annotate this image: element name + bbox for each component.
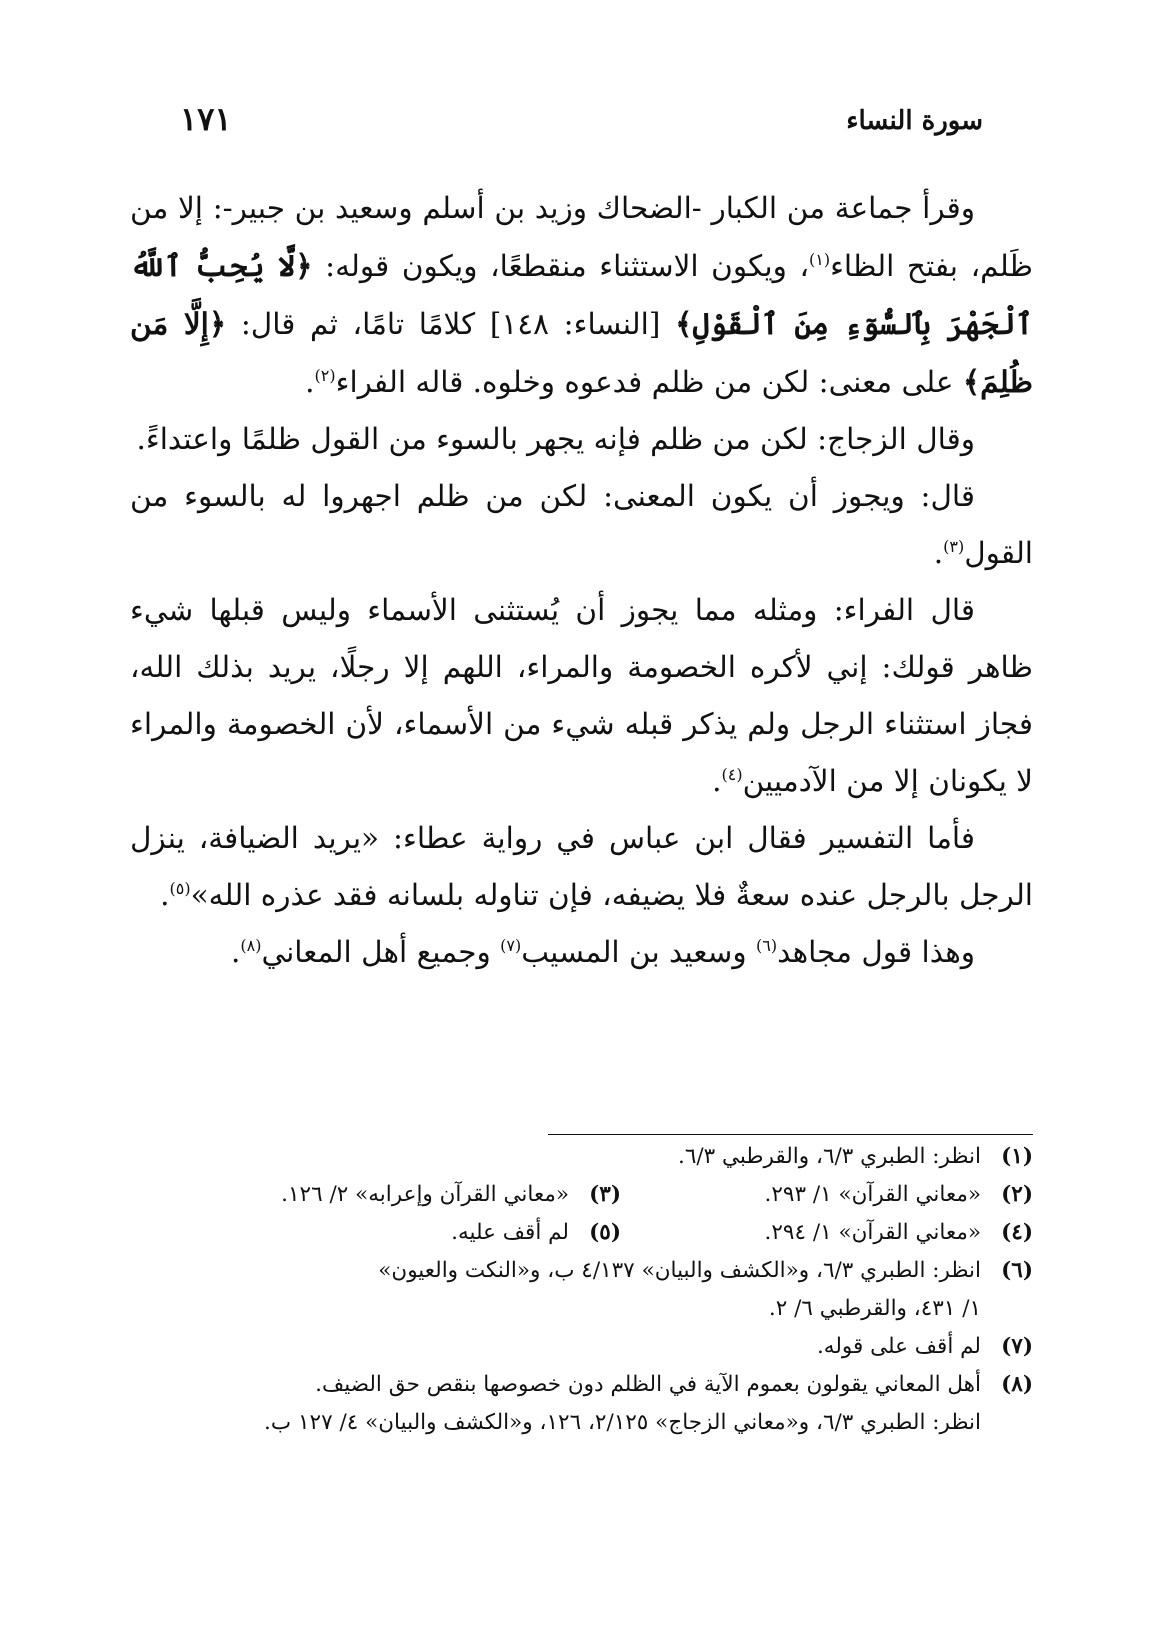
paragraph-6 xyxy=(130,924,1033,981)
footnote-2-3 xyxy=(130,1176,1033,1214)
footnote-pair xyxy=(130,1214,981,1252)
text-run: وهذا قول مجاهد xyxy=(777,935,975,969)
footnote-ref-6[interactable]: (٦) xyxy=(756,936,778,956)
footnote-text: لم أقف عليه. xyxy=(451,1220,569,1245)
footnote-text: انظر: الطبري ٦/٣، و«الكشف والبيان» ٤/١٣٧ ب، و«النكت والعيون» xyxy=(378,1258,981,1283)
text-run: وسعيد بن المسيب xyxy=(521,935,757,969)
paragraph-4 xyxy=(130,582,1033,810)
footnote-ref-8[interactable]: (٨) xyxy=(240,936,262,956)
footnote-number: (٢) xyxy=(1001,1182,1033,1207)
footnote-ref-2[interactable]: (٢) xyxy=(314,366,336,386)
footnote-ref-5[interactable]: (٥) xyxy=(169,879,191,899)
main-text xyxy=(130,180,1033,981)
footnote-text: انظر: الطبري ٦/٣، والقرطبي ٦/٣. xyxy=(677,1144,981,1169)
footnote-6-continued: ١/ ٤٣١، والقرطبي ٦/ ٢. xyxy=(768,1296,981,1321)
footnote-7 xyxy=(130,1328,1033,1366)
text-run: ، ويكون الاستثناء منقطعًا، ويكون قوله: xyxy=(312,249,809,283)
footnote-6 xyxy=(130,1252,1033,1290)
text-run: فأما التفسير فقال ابن عباس في رواية عطاء: «يريد الضيافة، ينزل الرجل بالرجل عنده سعةٌ فلا يضيفه، فإن تناوله بلسانه فقد عذره الله» xyxy=(130,821,1033,912)
footnote-number: (٨) xyxy=(1001,1372,1033,1397)
text-run: . xyxy=(305,365,315,399)
footnote-ref-1[interactable]: (١) xyxy=(808,250,831,270)
quran-verse: ﴿لَّا يُحِبُّ ٱللَّهُ ٱلْجَهْرَ بِٱلسُّوٓءِ مِنَ ٱلْقَوْلِ﴾ xyxy=(130,248,1033,341)
footnote-text: «معاني القرآن» ١/ ٢٩٤. xyxy=(764,1220,981,1245)
quran-verse: ﴿إِلَّا مَن ظُلِمَ﴾ xyxy=(130,306,1033,399)
paragraph-1 xyxy=(130,180,1033,411)
footnote-number: (٦) xyxy=(1001,1258,1033,1283)
footnote-number: (٧) xyxy=(1001,1334,1033,1359)
footnote-text: «معاني القرآن وإعرابه» ٢/ ١٢٦. xyxy=(281,1182,569,1207)
footnote-text: أهل المعاني يقولون بعموم الآية في الظلم دون خصوصها بنقص حق الضيف. xyxy=(315,1372,981,1397)
footnote-number: (٤) xyxy=(1001,1220,1033,1245)
footnote-separator xyxy=(548,1134,1033,1135)
footnote-number: (١) xyxy=(1001,1144,1033,1169)
footnote-pair xyxy=(130,1176,981,1214)
page-header xyxy=(180,100,983,150)
footnote-8-continued: انظر: الطبري ٦/٣، و«معاني الزجاج» ٢/١٢٥، ١٢٦، و«الكشف والبيان» ٤/ ١٢٧ ب. xyxy=(264,1410,981,1435)
text-run: . xyxy=(712,764,722,798)
text-run: . xyxy=(231,935,241,969)
footnote-text: «معاني القرآن» ١/ ٢٩٣. xyxy=(764,1182,981,1207)
footnote-1 xyxy=(130,1138,1033,1176)
paragraph-3 xyxy=(130,468,1033,582)
paragraph-2: وقال الزجاج: لكن من ظلم فإنه يجهر بالسوء من القول ظلمًا واعتداءً. xyxy=(136,422,975,456)
footnote-text: لم أقف على قوله. xyxy=(816,1334,981,1359)
paragraph-5 xyxy=(130,810,1033,924)
footnote-4-5 xyxy=(130,1214,1033,1252)
footnote-ref-3[interactable]: (٣) xyxy=(943,537,965,557)
text-run: قال الفراء: ومثله مما يجوز أن يُستثنى الأسماء وليس قبلها شيء ظاهر قولك: إني لأكره الخصومة والمراء، اللهم إلا رجلًا، يريد بذلك الله، فجاز استثناء الرجل ولم يذكر قبله شيء من الأسماء، لأن الخصومة والمراء لا يكونان إلا من الآدميين xyxy=(130,593,1033,798)
footnote-ref-7[interactable]: (٧) xyxy=(500,936,522,956)
footnote-8 xyxy=(130,1366,1033,1404)
footnote-number: (٣) xyxy=(589,1182,621,1207)
text-run: . xyxy=(160,878,170,912)
footnotes xyxy=(130,1138,1033,1442)
page-number: ١٧١ xyxy=(180,100,232,138)
surah-title: سورة النساء xyxy=(846,106,983,136)
text-run: وجميع أهل المعاني xyxy=(261,935,501,969)
text-run: وقرأ جماعة من الكبار -الضحاك وزيد بن أسلم وسعيد بن جبير-: إلا من ظَلم، بفتح الظاء xyxy=(130,191,1033,283)
text-run: قال: ويجوز أن يكون المعنى: لكن من ظلم اجهروا له بالسوء من القول xyxy=(130,479,1033,570)
footnote-ref-4[interactable]: (٤) xyxy=(721,765,743,785)
footnote-number: (٥) xyxy=(589,1220,621,1245)
text-run: . xyxy=(933,536,944,570)
text-run: على معنى: لكن من ظلم فدعوه وخلوه. قاله الفراء xyxy=(335,365,963,399)
text-run: [النساء: ١٤٨] كلامًا تامًا، ثم قال: xyxy=(226,307,676,341)
